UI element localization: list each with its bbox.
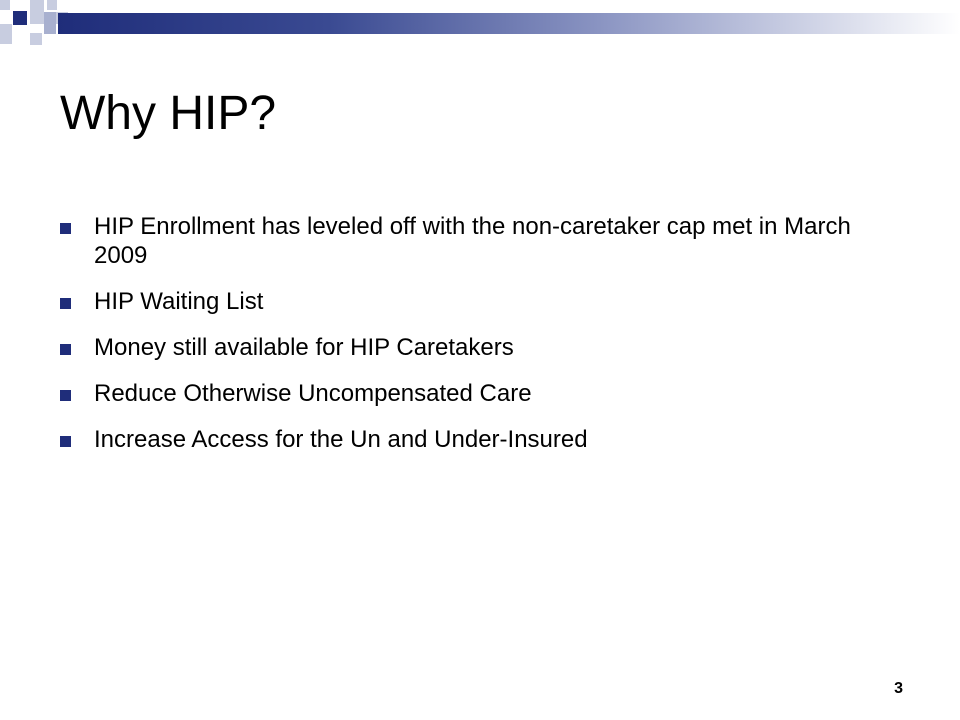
bullet-text: HIP Waiting List (94, 288, 264, 315)
square-bullet-icon (60, 436, 71, 447)
bullet-item (60, 379, 900, 408)
page-number: 3 (894, 680, 903, 697)
bullet-text: HIP Enrollment has leveled off with the non-caretaker cap met in March 2009 (94, 213, 851, 269)
decor-square (13, 11, 27, 25)
square-bullet-icon (60, 223, 71, 234)
bullet-item (60, 212, 900, 270)
decor-square (0, 24, 12, 44)
decor-square (30, 0, 44, 24)
bullet-item (60, 425, 900, 454)
square-bullet-icon (60, 390, 71, 401)
decor-square (30, 33, 42, 45)
bullet-text: Reduce Otherwise Uncompensated Care (94, 380, 532, 407)
header-gradient-bar (58, 13, 960, 34)
bullet-item (60, 333, 900, 362)
square-bullet-icon (60, 298, 71, 309)
decor-square (47, 0, 57, 10)
square-bullet-icon (60, 344, 71, 355)
slide-title: Why HIP? (60, 87, 277, 140)
bullet-list (60, 212, 900, 471)
bullet-text: Money still available for HIP Caretakers (94, 334, 514, 361)
decor-square (44, 12, 56, 34)
bullet-item (60, 287, 900, 316)
decor-square (0, 0, 10, 10)
bullet-text: Increase Access for the Un and Under-Insured (94, 426, 588, 453)
